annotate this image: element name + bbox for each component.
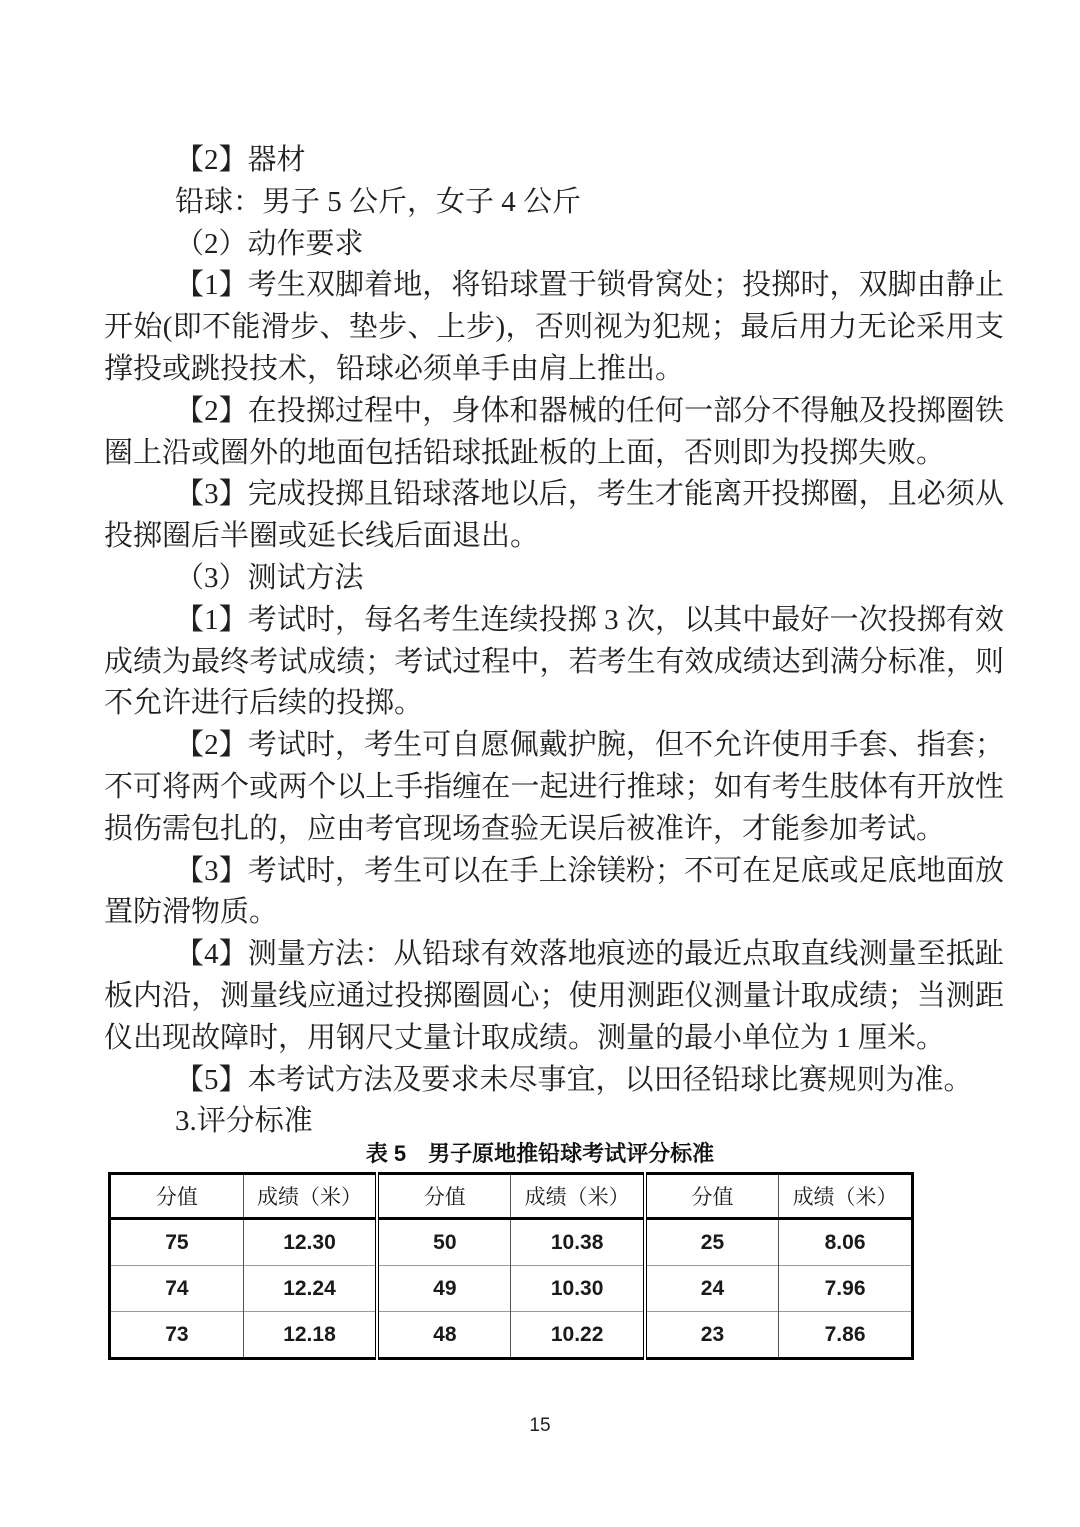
cell-result-meters: 12.30: [243, 1219, 377, 1266]
cell-result-meters: 7.86: [779, 1312, 913, 1359]
cell-score-value: 23: [645, 1312, 779, 1359]
paragraph: 【5】本考试方法及要求未尽事宜，以田径铅球比赛规则为准。: [175, 1063, 973, 1096]
cell-result-meters: 10.30: [511, 1266, 645, 1312]
paragraph: 【2】器材: [175, 144, 306, 176]
scoring-table: [108, 1172, 914, 1360]
cell-result-meters: 7.96: [779, 1266, 913, 1312]
paragraph: 【4】测量方法：从铅球有效落地痕迹的最近点取直线测量至抵趾板内沿，测量线应通过投掷圈圆心；使用测距仪测量计取成绩；当测距仪出现故障时，用钢尺丈量计取成绩。测量的最小单位为 1 厘米。: [104, 938, 1004, 1054]
cell-score-value: 49: [377, 1266, 511, 1312]
paragraph: 【3】完成投掷且铅球落地以后，考生才能离开投掷圈，且必须从投掷圈后半圈或延长线后面退出。: [104, 478, 1004, 553]
cell-result-meters: 10.38: [511, 1219, 645, 1266]
cell-score-value: 24: [645, 1266, 779, 1312]
cell-score-value: 25: [645, 1219, 779, 1266]
paragraph: 【1】考生双脚着地，将铅球置于锁骨窝处；投掷时，双脚由静止开始(即不能滑步、垫步、上步)，否则视为犯规；最后用力无论采用支撑投或跳投技术，铅球必须单手由肩上推出。: [104, 269, 1004, 385]
table-row: [110, 1266, 913, 1312]
scoring-table-header: [110, 1174, 913, 1219]
body-paragraphs: [104, 140, 1004, 1143]
table-row: [110, 1219, 913, 1266]
paragraph: （2）动作要求: [175, 227, 364, 260]
paragraph: 【2】在投掷过程中，身体和器械的任何一部分不得触及投掷圈铁圈上沿或圈外的地面包括铅球抵趾板的上面，否则即为投掷失败。: [104, 394, 1004, 469]
scoring-table-body: [110, 1219, 913, 1359]
cell-score-value: 48: [377, 1312, 511, 1359]
table-header-row: [110, 1174, 913, 1219]
table-title: 表 5 男子原地推铅球考试评分标准: [365, 1141, 715, 1166]
header-cell-score: 分值: [110, 1174, 244, 1219]
header-cell-score: 分值: [377, 1174, 511, 1219]
cell-result-meters: 10.22: [511, 1312, 645, 1359]
header-cell-result: 成绩（米）: [779, 1174, 913, 1219]
page-number: 15: [529, 1415, 551, 1436]
paragraph: 【1】考试时，每名考生连续投掷 3 次，以其中最好一次投掷有效成绩为最终考试成绩；考试过程中，若考生有效成绩达到满分标准，则不允许进行后续的投掷。: [104, 603, 1004, 720]
header-cell-score: 分值: [645, 1174, 779, 1219]
paragraph: （3）测试方法: [175, 561, 364, 594]
paragraph: 【2】考试时，考生可自愿佩戴护腕，但不允许使用手套、指套；不可将两个或两个以上手指缠在一起进行推球；如有考生肢体有开放性损伤需包扎的，应由考官现场查验无误后被准许，才能参加考试。: [104, 729, 1004, 845]
cell-score-value: 50: [377, 1219, 511, 1266]
cell-result-meters: 12.18: [243, 1312, 377, 1359]
cell-score-value: 73: [110, 1312, 244, 1359]
table-row: [110, 1312, 913, 1359]
cell-score-value: 74: [110, 1266, 244, 1312]
paragraph: 铅球：男子 5 公斤，女子 4 公斤: [175, 185, 582, 218]
header-cell-result: 成绩（米）: [243, 1174, 377, 1219]
cell-score-value: 75: [165, 1230, 189, 1254]
header-cell-result: 成绩（米）: [511, 1174, 645, 1219]
paragraph: 【3】考试时，考生可以在手上涂镁粉；不可在足底或足底地面放置防滑物质。: [104, 854, 1004, 929]
cell-result-meters: 12.24: [243, 1266, 377, 1312]
paragraph: 3.评分标准: [175, 1105, 313, 1138]
cell-result-meters: 8.06: [779, 1219, 913, 1266]
